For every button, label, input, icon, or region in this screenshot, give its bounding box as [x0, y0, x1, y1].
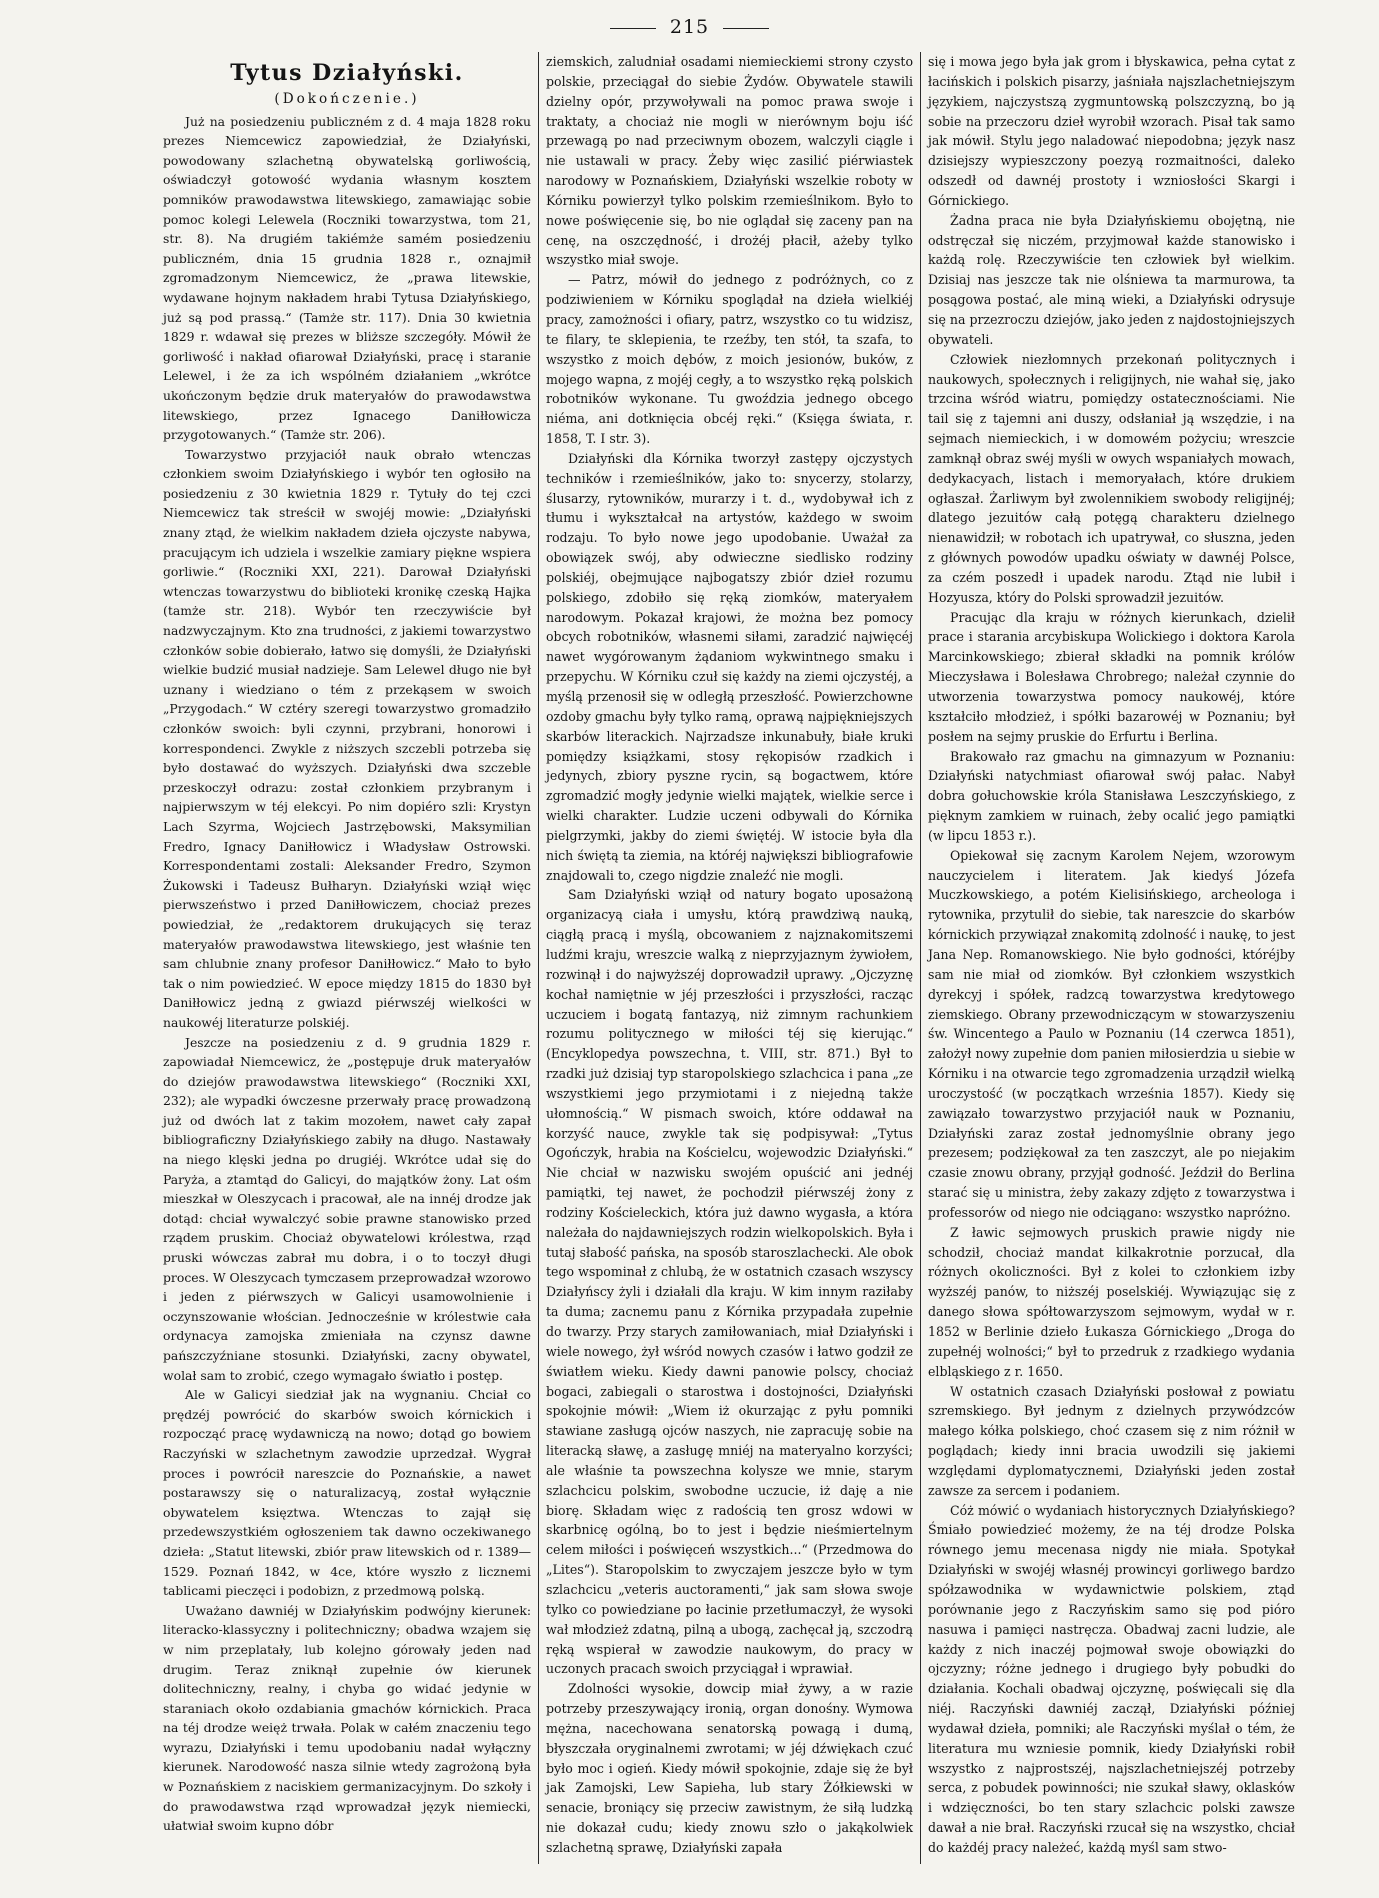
column-1	[156, 52, 538, 1864]
paragraph: Człowiek niezłomnych przekonań politycznych i naukowych, społecznych i religijnych, nie wahał się, jako trzcina wśród wiatru, pomiędzy ostatecznościami. Nie tail się z tajemni ani duszy, odsłaniał ją wszędzie, i na sejmach niemieckich, i w domowém pożyciu; wreszcie zamknął obraz swéj myśli w owych wspaniałych mowach, dedykacyach, listach i memoryałach, które drukiem ogłaszał. Żarliwym był zwolennikiem swobody religijnéj; dlatego jezuitów całą potęgą charakteru dzielnego nienawidził; w robotach ich upatrywał, co słuszna, jeden z głównych powodów upadku oświaty w dawnéj Polsce, za czém poszedł i upadek narodu. Ztąd nie lubił i Hozyusza, który do Polski sprowadził jezuitów.	[928, 351, 1295, 605]
paragraph: Z ławic sejmowych pruskich prawie nigdy nie schodził, chociaż mandat kilkakrotnie porzucał, dla różnych okoliczności. Był z kolei to członkiem izby wyższéj panów, to niższéj poselskiéj. Wywiązując się z danego słowa spółtowarzyszom sejmowym, wydał w r. 1852 w Berlinie dzieło Łukasza Górnickiego „Droga do zupełnéj wolności;“ był to przedruk z rzadkiego wydania elbląskiego z r. 1650.	[928, 1224, 1295, 1379]
paragraph: Brakowało raz gmachu na gimnazyum w Poznaniu: Działyński natychmiast ofiarował swój pałac. Nabył dobra gołuchowskie króla Stanisława Leszczyńskiego, z pięknym zamkiem w ruinach, żeby ocalić jego pamiątki (w lipcu 1853 r.).	[928, 748, 1295, 843]
text-columns	[156, 52, 1304, 1864]
paragraph: Jeszcze na posiedzeniu z d. 9 grudnia 1829 r. zapowiadał Niemcewicz, że „postępuje druk materyałów do dziejów prawodawstwa litewskiego“ (Roczniki XXI, 232); ale wypadki ówczesne przerwały pracę prowadzoną już od dwóch lat z takim mozołem, nawet cały zapał bibliograficzny Działyńskiego zabiły na długo. Nastawały na niego klęski jedna po drugiéj. Wkrótce udał się do Paryża, a ztamtąd do Galicyi, do majątków żony. Lat ośm mieszkał w Oleszycach i pracował, ale na innéj drodze jak dotąd: chciał wywalczyć sobie prawne stanowisko przed rządem pruskim. Chociaż obywatelowi królestwa, rząd pruski wówczas zabrał mu dobra, i o to toczył długi proces. W Oleszycach tymczasem przeprowadzał wzorowo i jeden z piérwszych w Galicyi usamowolnienie i oczynszowanie włościan. Jednocześnie w królestwie cała ordynacya zamojska zmieniała na czynsz dawne pańszczyźniane stosunki. Działyński, zacny obywatel, wolał sam to zrobić, czego wymagało światło i postęp.	[163, 1034, 531, 1383]
paragraph: ziemskich, zaludniał osadami niemieckiemi strony czysto polskie, przeciągał do siebie Żydów. Obywatele stawili dzielny opór, przywoływali na pomoc prawa swoje i traktaty, a chociaż nie mogli w nierównym boju iść przewagą po nad przeciwnym obozem, walczyli ciągle i nie ustawali w pracy. Żeby więc zasilić piérwiastek narodowy w Poznańskiem, Działyński wszelkie roboty w Kórniku powierzył tylko polskim rzemieślnikom. Było to nowe poświęcenie się, bo nie oglądał się zaceny pan na cenę, na oszczędność, i drożéj płacił, ażeby tylko wszystko miał swoje.	[546, 54, 913, 268]
column-2	[538, 52, 920, 1864]
header-rule-left	[610, 28, 656, 29]
paragraph: Cóż mówić o wydaniach historycznych Działyńskiego? Śmiało powiedzieć możemy, że na téj drodze Polska równego jemu mecenasa nigdy nie miała. Spotykał Działyński w swojéj własnéj prowincyi gorliwego bardzo spółzawodnika w wydawnictwie polskiem, ztąd porównanie jego z Raczyńskim samo się pod pióro nasuwa i pamięci nastręcza. Obadwaj zacni ludzie, ale każdy z nich inaczéj pojmował swoje obowiązki do ojczyzny; różne jednego i drugiego były pobudki do działania. Kochali obadwaj ojczyznę, poświęcali się dla niéj. Raczyński dawniéj zaczął, Działyński później wydawał dzieła, pomniki; ale Raczyński myślał o tém, że literatura mu wzniesie pomnik, kiedy Działyński robił wszystko z najprostszéj, najszlachetniejszéj potrzeby serca, z pobudek powinności; nie szukał sławy, oklasków i wdzięczności, bo ten stary szlachcic polski zawsze dawał a nie brał. Raczyński rzucał się na wszystko, chciał do każdéj pracy należeć, każdą myśl sam stwo-	[928, 1502, 1295, 1855]
paragraph: — Patrz, mówił do jednego z podróżnych, co z podziwieniem w Kórniku spoglądał na dzieła wielkiéj pracy, zamożności i ofiary, patrz, wszystko co tu widzisz, te filary, te sklepienia, te rzeźby, ten stół, ta szafa, to wszystko z moich dębów, z moich jesionów, buków, z mojego wapna, z mojéj cegły, a to wszystko ręką polskich robotników wykonane. Tu gwoździa jednego obcego niéma, ani dotknięcia obcéj ręki.“ (Księga świata, r. 1858, T. I str. 3).	[546, 272, 913, 447]
paragraph: W ostatnich czasach Działyński posłował z powiatu szremskiego. Był jednym z dzielnych przywódzców małego kółka polskiego, choć czasem się z nim różnił w poglądach; kiedy inni bracia uwodzili się jakiemi względami dyplomatycznemi, Działyński jeden został zawsze za sercem i podaniem.	[928, 1383, 1295, 1498]
paragraph: Uważano dawniéj w Działyńskim podwójny kierunek: literacko-klassyczny i politechniczny; obadwa wzajem się w nim przeplatały, lub kolejno górowały jeden nad drugim. Teraz zniknął zupełnie ów kierunek dolitechniczny, realny, i chyba go widać jedynie w staraniach około ozdabiania gmachów kórnickich. Praca na téj drodze weięż trwała. Polak w całém znaczeniu tego wyrazu, Działyński i temu upodobaniu nadał wyłączny kierunek. Narodowość nasza silnie wtedy zagrożoną była w Poznańskiem z naciskiem germanizacyjnym. Do szkoły i do prawodawstwa rząd wprowadzał język niemiecki, ułatwiał swoim kupno dóbr	[163, 1602, 531, 1834]
article-subtitle: (Dokończenie.)	[274, 91, 420, 107]
paragraph: Towarzystwo przyjaciół nauk obrało wtenczas członkiem swoim Działyńskiego i wybór ten ogłosiło na posiedzeniu z 30 kwietnia 1829 r. Tytuły do tej czci Niemcewicz tak streścił w swojéj mowie: „Działyński znany ztąd, że wielkim nakładem dzieła ojczyste nabywa, pracującym ich udziela i wszelkie zamiary piękne wspiera gorliwie.“ (Roczniki XXI, 221). Darował Działyński wtenczas towarzystwu do biblioteki kronikę czeską Hajka (tamże str. 218). Wybór ten rzeczywiście był nadzwyczajnym. Kto zna trudności, z jakiemi towarzystwo członków sobie dobierało, łatwo się domyśli, że Działyński wielkie budzić musiał nadzieje. Sam Lelewel długo nie był uznany i wiedziano o tém z przekąsem w swoich „Przygodach.“ W cztéry szeregi towarzystwo gromadziło członków swoich: byli czynni, przybrani, honorowi i korrespondenci. Zwykle z niższych szczebli potrzeba się było dostawać do wyższych. Działyński dwa szczeble przeskoczył odrazu: został członkiem przybranym i najpierwszym w téj elekcyi. Po nim dopiéro szli: Krystyn Lach Szyrma, Wojciech Jastrzębowski, Maksymilian Fredro, Ignacy Daniłłowicz i Władysław Ostrowski. Korrespondentami zostali: Aleksander Fredro, Szymon Żukowski i Tadeusz Bułharyn. Działyński wziął więc pierwszeństwo i przed Daniłłowiczem, chociaż prezes powiedział, że „redaktorem drukujących się teraz materyałów prawodawstwa litewskiego, jest właśnie ten sam chlubnie znany profesor Daniłłowicz.“ Mało to było tak o nim powiedzieć. W epoce między 1815 do 1830 był Daniłłowicz jedną z gwiazd piérwszéj wielkości w naukowéj literaturze polskiéj.	[163, 446, 531, 1030]
paragraph: Sam Działyński wziął od natury bogato uposażoną organizacyą ciała i umysłu, którą prawdziwą nauką, ciągłą pracą i myślą, obcowaniem z najznakomitszemi ludźmi kraju, wreszcie walką z nieprzyjaznym żywiołem, rozwinął i do najwyższéj doprowadził uprawy. „Ojczyznę kochał namiętnie w jéj przeszłości i przyszłości, racząc uczuciem i bogatą fantazyą, niż zimnym rachunkiem rozumu politycznego w miłości téj się kierując.“ (Encyklopedya powszechna, t. VIII, str. 871.) Był to rzadki już dzisiaj typ staropolskiego szlachcica i pana „ze wszystkiemi jego przymiotami i z niejedną także ułomnością.“ W pismach swoich, które oddawał na korzyść nauce, zwykle tak się podpisywał: „Tytus Ogończyk, hrabia na Kościelcu, wojewodzic Działyński.“ Nie chciał w nazwisku swojém opuścić ani jednéj pamiątki, tej nawet, że pochodził piérwszéj żony z rodziny Kościeleckich, która już dawno wygasła, a która należała do najdawniejszych rodzin wielkopolskich. Była i tutaj słabość pańska, na sposób staroszlachecki. Ale obok tego wspominał z chlubą, że w ostatnich czasach wszyscy Działyńscy żyli i działali dla kraju. W kim innym raziłaby ta duma; zacnemu panu z Kórnika przypadała zupełnie do twarzy. Przy starych zamiłowaniach, miał Działyński i wiele nowego, żył wśród nowych czasów i łatwo godził ze światłem wieku. Kiedy dawni panowie polscy, chociaż bogaci, zabiegali o starostwa i dostojności, Działyński spokojnie mówił: „Wiem iż okurzając z pyłu pomniki stawiane zasługą ojców naszych, nie zapracuję sobie na literacką sławę, a zasługę mniéj na materyalno korzyści; ale właśnie ta powszechna kolysze we mnie, starym szlachcicu polskim, swobodne uczucie, iż daję a nie biorę. Składam więc z radością ten grosz wdowi w skarbnicę ogólną, bo to jest i będzie nieśmiertelnym celem miłości i poświęceń wszystkich...“ (Przedmowa do „Lites“). Staropolskim to zwyczajem jeszcze było w tym szlachcicu „veteris auctoramenti,“ jak sam słowa swoje tylko co powiedziane po łacinie przetłumaczył, że wysoki wał młodzież zdatną, pilną a ubogą, zachęcał ją, szczodrą ręką wspierał w zawodzie naukowym, do pracy w uczonych pracach swoich przyciągał i wprawiał.	[546, 887, 913, 1677]
paragraph: Działyński dla Kórnika tworzył zastępy ojczystych techników i rzemieślników, jako to: snycerzy, stolarzy, ślusarzy, rytowników, murarzy i t. d., wydobywał ich z tłumu i wykształcał na artystów, każdego w swoim rodzaju. To było nowe jego upodobanie. Uważał za obowiązek swój, aby odwieczne siedlisko rodziny polskiéj, obejmujące najbogatszy zbiór dzieł rozumu polskiego, zdobiło się ręką ziomków, materyałem narodowym. Pokazał krajowi, że można bez pomocy obcych robotników, własnemi siłami, zaradzić najwięcéj nawet wygórowanym żądaniom wykwintnego smaku i przepychu. W Kórniku czuł się każdy na ziemi ojczystéj, a myślą przenosił się w odległą przeszłość. Powierzchowne ozdoby gmachu były tylko ramą, oprawą najpiękniejszych skarbów literackich. Najrzadsze inkunabuły, białe kruki pomiędzy książkami, stosy rękopisów rzadkich i jedynych, zbiory pyszne rycin, są bogactwem, które zgromadzić mogły jedynie wielki majątek, wielkie serce i wielki charakter. Ludzie uczeni odbywali do Kórnika pielgrzymki, jakby do ziemi świętéj. W istocie była dla nich świętą ta ziemia, na któréj największi bibliografowie znajdowali to, czego nigdzie znaleźć nie mogli.	[546, 450, 913, 883]
paragraph: Żadna praca nie była Działyńskiemu obojętną, nie odstręczał się niczém, przyjmował każde stanowisko i każdą rolę. Rzeczywiście ten człowiek był wielkim. Dzisiaj nas jeszcze tak nie olśniewa ta marmurowa, ta posągowa postać, ale miną wieki, a Działyński odrysuje się na przezroczu dziejów, jako jeden z najdostojniejszych obywateli.	[928, 212, 1295, 347]
paragraph: Pracując dla kraju w różnych kierunkach, dzielił prace i starania arcybiskupa Wolickiego i doktora Karola Marcinkowskiego; zbierał składki na pomnik królów Mieczysława i Bolesława Chrobrego; należał czynnie do utworzenia towarzystwa pomocy naukowéj, które kształciło młodzież, i spółki bazarowéj w Poznaniu; był posłem na sejmy pruskie do Erfurtu i Berlina.	[928, 609, 1295, 744]
paragraph: Zdolności wysokie, dowcip miał żywy, a w razie potrzeby przeszywający ironią, organ donośny. Wymowa mężna, nacechowana senatorską powagą i dumą, błyszczała oryginalnemi zwrotami; w jéj dźwiękach czuć było moc i ogień. Kiedy mówił spokojnie, zdaje się że był jak Zamojski, Lew Sapieha, lub stary Żółkiewski w senacie, broniący się przeciw zawistnym, że siłą ludzką nie dokazał cudu; kiedy znowu szło o jakąkolwiek szlachetną sprawę, Działyński zapała	[546, 1681, 913, 1855]
column-3	[920, 52, 1302, 1864]
paragraph: Opiekował się zacnym Karolem Nejem, wzorowym nauczycielem i literatem. Jak kiedyś Józefa Muczkowskiego, a potém Kielisińskiego, archeologa i rytownika, przytulił do siebie, tak nareszcie do skarbów kórnickich przywiązał znakomitą zdolność i naukę, to jest Jana Nep. Romanowskiego. Nie było godności, któréjby sam nie miał od ziomków. Był członkiem wszystkich dyrekcyj i spółek, radzcą towarzystwa kredytowego ziemskiego. Obrany przewodniczącym w stowarzyszeniu św. Wincentego a Paulo w Poznaniu (14 czerwca 1851), założył nowy zupełnie dom panien miłosierdzia u siebie w Kórniku i na otwarcie tego zgromadzenia urządził wielką uroczystość (w początkach września 1857). Kiedy się zawiązało towarzystwo przyjaciół nauk w Poznaniu, Działyński zaraz został jednomyślnie obrany jego prezesem; podziękował za ten zaszczyt, ale po niejakim czasie znowu obrany, przyjął godność. Jeździł do Berlina starać się u ministra, żeby zakazy zdjęto z towarzystwa i professorów od niego nie odciągano: wszystko napróżno.	[928, 847, 1295, 1220]
page-number: 215	[669, 16, 710, 38]
paragraph: Ale w Galicyi siedział jak na wygnaniu. Chciał co prędzéj powrócić do skarbów swoich kórnickich i rozpocząć pracę wydawniczą na nowo; dotąd go bowiem Raczyński w szlachetnym zawodzie uprzedzał. Wygrał proces i powrócił nareszcie do Poznańskie, a nawet postarawszy się o naturalizacyą, został wyłącznie obywatelem księztwa. Wtenczas to zajął się przedewszystkiém ogłoszeniem tak dawno oczekiwanego dzieła: „Statut litewski, zbiór praw litewskich od r. 1389—1529. Poznań 1842, w 4ce, które wyszło z licznemi tablicami pieczęci i podobizn, z przedmową polską.	[163, 1387, 531, 1599]
article-title: Tytus Działyński.	[230, 60, 464, 86]
paragraph: się i mowa jego była jak grom i błyskawica, pełna cytat z łacińskich i polskich pisarzy, jaśniała najszlachetniejszym językiem, najczystszą zygmuntowską polszczyzną, bo ją sobie na przeczoru dzieł wyrobił wzorach. Pisał tak samo jak mówił. Stylu jego naladować niepodobna; język nasz dzisiejszy wypieszczony poezyą rozmaitności, daleko odszedł od dawnéj prostoty i wzniosłości Skargi i Górnickiego.	[928, 54, 1295, 208]
page-number-header	[0, 16, 1379, 38]
header-rule-right	[723, 28, 769, 29]
paragraph: Już na posiedzeniu publiczném z d. 4 maja 1828 roku prezes Niemcewicz zapowiedział, że Działyński, powodowany szlachetną obywatelską gorliwością, oświadczył gotowość wydania własnym kosztem pomników prawodawstwa litewskiego, zamawiając sobie pomoc kolegi Lelewela (Roczniki towarzystwa, tom 21, str. 8). Na drugiém takiémże samém posiedzeniu publiczném, dnia 15 grudnia 1828 r., oznajmił zgromadzonym Niemcewicz, że „prawa litewskie, wydawane hojnym nakładem hrabi Tytusa Działyńskiego, już są pod prassą.“ (Tamże str. 117). Dnia 30 kwietnia 1829 r. wdawał się prezes w bliższe szczegóły. Mówił że gorliwość i nakład ofiarował Działyński, pracę i staranie Lelewel, i że za ich wspólném działaniem „wkrótce ukończonym będzie druk materyałów do prawodawstwa litewskiego, przez Ignacego Daniłłowicza przygotowanych.“ (Tamże str. 206).	[163, 113, 531, 443]
